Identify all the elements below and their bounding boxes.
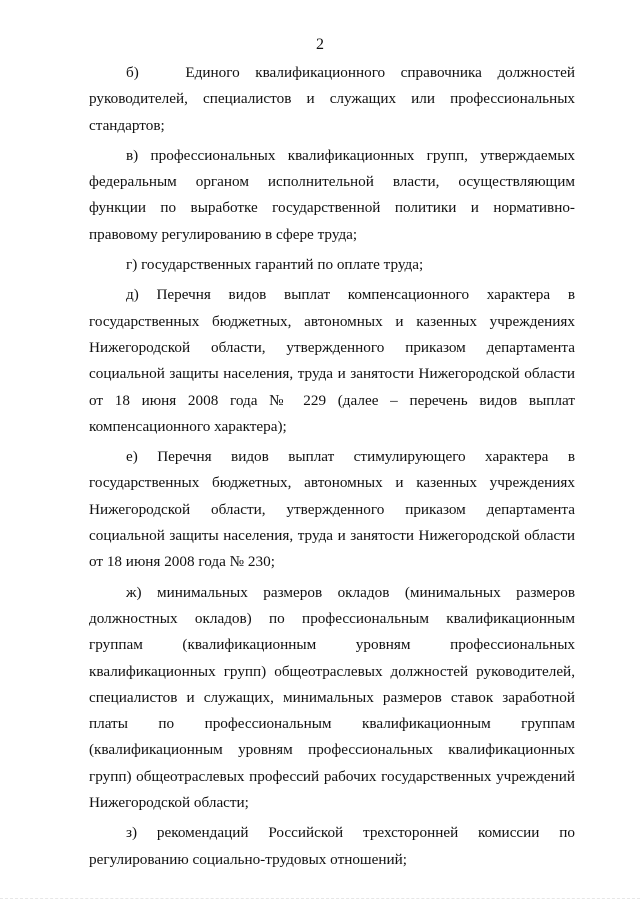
paragraph-v: в) профессиональных квалификационных групп, утверждаемых федеральным органом исполнительной власти, осуществляющим функции по выработке государственной политики и нормативно-правовому регулированию в сфере труда; — [89, 146, 575, 243]
paragraph-b: б) Единого квалификационного справочника должностей руководителей, специалистов и служащих или профессиональных стандартов; — [89, 64, 575, 134]
paragraph-d: д) Перечня видов выплат компенсационного характера в государственных бюджетных, автономных и казенных учреждениях Нижегородской области, утвержденного приказом департамента социальной защиты населения, труда и занятости Нижегородской области от 18 июня 2008 года № 229 (далее – перечень видов выплат компенсационного характера); — [89, 286, 575, 435]
page-bottom-edge — [0, 898, 640, 899]
document-body — [89, 60, 575, 873]
page-number: 2 — [316, 36, 324, 53]
paragraph-z: з) рекомендаций Российской трехсторонней комиссии по регулированию социально-трудовых отношений; — [89, 824, 575, 868]
paragraph-g: г) государственных гарантий по оплате труда; — [126, 256, 424, 274]
paragraph-zh: ж) минимальных размеров окладов (минимальных размеров должностных окладов) по профессиональным квалификационным группам (квалификационным уровням профессиональных квалификационных групп) общеотраслевых должностей руководителей, специалистов и служащих, минимальных размеров ставок заработной платы по профессиональным квалификационным группам (квалификационным уровням профессиональных квалификационных групп) общеотраслевых профессий рабочих государственных учреждений Нижегородской области; — [89, 583, 575, 812]
paragraph-e: е) Перечня видов выплат стимулирующего характера в государственных бюджетных, автономных и казенных учреждениях Нижегородской области, утвержденного приказом департамента социальной защиты населения, труда и занятости Нижегородской области от 18 июня 2008 года № 230; — [89, 448, 575, 571]
